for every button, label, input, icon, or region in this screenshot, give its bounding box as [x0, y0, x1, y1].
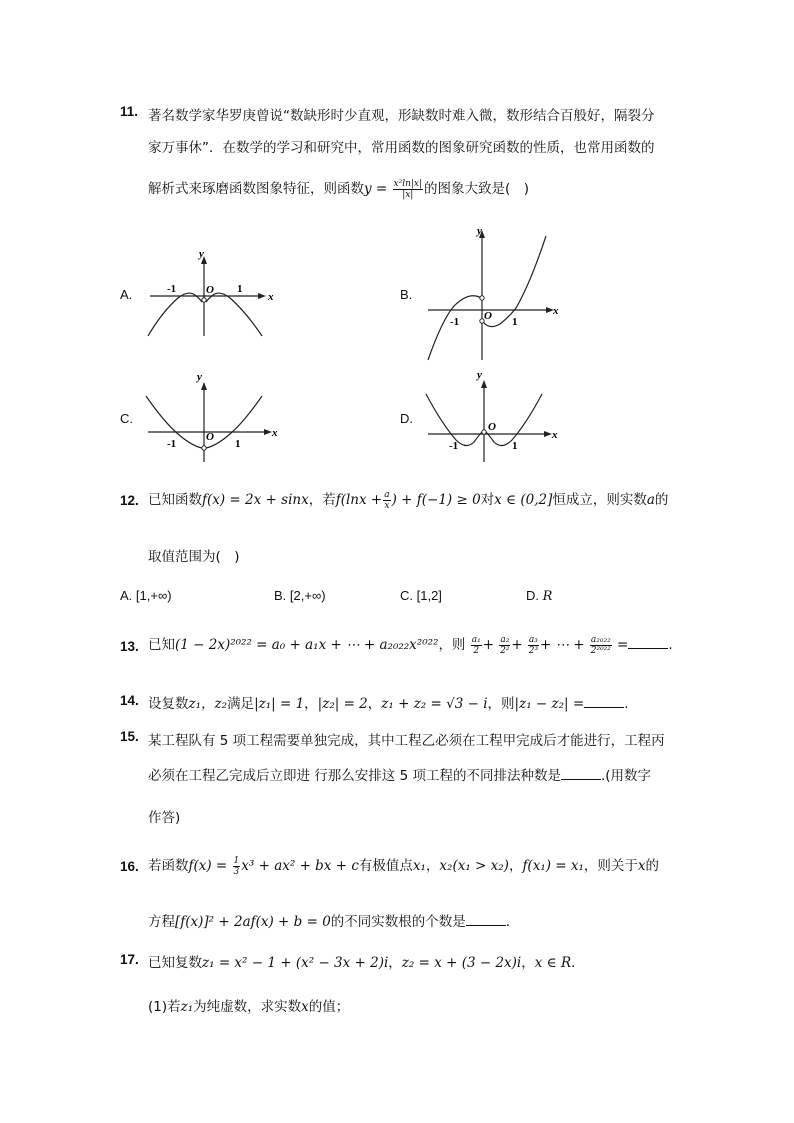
curve-right	[206, 396, 262, 448]
question-number: 15.	[120, 729, 139, 744]
y-label: y	[199, 248, 204, 260]
x-label: x	[552, 429, 558, 441]
open-point	[202, 446, 206, 450]
question-text: 家万事休”．在数学的学习和研究中，常用函数的图象研究函数的性质，也常用函数的	[148, 140, 655, 156]
graph-d	[420, 366, 570, 466]
question-text: 已知复数z₁ = x² − 1 + (x² − 3x + 2)i，z₂ = x + (3 − 2x)i，x ∈ R.	[148, 955, 576, 971]
open-point	[482, 430, 486, 434]
fraction: $\frac{\text{x²ln|x|}}{|x|}$	[393, 178, 423, 200]
graph-b	[420, 222, 570, 364]
graph-a	[140, 240, 280, 340]
origin-label: O	[484, 310, 492, 322]
tick-label: -1	[167, 438, 177, 450]
question-number: 17.	[120, 952, 139, 967]
y-axis-arrow	[481, 380, 487, 388]
answer-blank[interactable]	[466, 913, 506, 926]
answer-blank[interactable]	[561, 767, 601, 780]
tick-label: -1	[449, 440, 459, 452]
question-number: 13.	[120, 639, 139, 654]
option-d-label: D.	[400, 411, 413, 426]
fraction: $\frac{a}{x}$	[384, 489, 390, 511]
fraction: $\frac{\text{a₂}}{\text{2²}}$	[500, 634, 510, 656]
graph-c	[140, 366, 290, 466]
question-text: 解析式来琢磨函数图象特征，则函数y = $\frac{\text{x²ln|x|}}{|x|}$ 的图象大致是( )	[148, 178, 530, 200]
curve-right	[486, 394, 542, 446]
curve-left	[426, 394, 482, 446]
question-number: 16.	[120, 859, 139, 874]
x-axis-arrow	[544, 431, 552, 437]
fraction: $\frac{\text{a₂₀₂₂}}{\text{2²⁰²²}}$	[590, 634, 611, 656]
answer-blank[interactable]	[584, 695, 624, 708]
answer-blank[interactable]	[628, 636, 668, 649]
curve-right	[483, 236, 546, 327]
question-text: 方程[f(x)]² + 2af(x) + b = 0的不同实数根的个数是 .	[148, 914, 511, 930]
x-label: x	[553, 305, 559, 317]
question-text: 已知函数f(x) = 2x + sinx，若f(lnx + $\frac{a}{x}$ ) + f(−1) ≥ 0对x ∈ (0,2]恒成立，则实数a的	[148, 489, 669, 511]
fraction: $\frac{1}{3}$	[233, 855, 240, 877]
fraction: $\frac{\text{a₁}}{2}$	[471, 634, 481, 656]
curve-left	[148, 293, 202, 336]
open-point	[202, 298, 206, 302]
curve-right	[206, 293, 262, 336]
y-axis-arrow	[201, 382, 207, 390]
option-b[interactable]: B. [2,+∞)	[274, 588, 326, 603]
question-text: 某工程队有 5 项工程需要单独完成，其中工程乙必须在工程甲完成后才能进行，工程丙	[148, 733, 665, 749]
tick-label: -1	[167, 283, 177, 295]
option-a-label: A.	[120, 287, 133, 302]
question-text: 作答)	[148, 810, 181, 826]
question-subpart: (1)若z₁为纯虚数，求实数x的值；	[148, 999, 350, 1015]
question-text: 取值范围为( )	[148, 549, 240, 565]
question-number: 11.	[120, 104, 139, 119]
question-number: 12.	[120, 493, 139, 508]
tick-label: 1	[235, 438, 241, 450]
option-c-label: C.	[120, 411, 133, 426]
tick-label: -1	[450, 316, 460, 328]
x-label: x	[268, 291, 274, 303]
question-text: 若函数f(x) = $\frac{1}{3}$ x³ + ax² + bx + c有极值点x₁，x₂(x₁ > x₂)，f(x₁) = x₁，则关于x的	[148, 855, 660, 877]
open-point	[480, 296, 484, 300]
fraction: $\frac{\text{a₃}}{\text{2³}}$	[528, 634, 539, 656]
option-d[interactable]: D. R	[526, 588, 553, 604]
y-label: y	[197, 371, 202, 383]
origin-label: O	[206, 431, 214, 443]
option-c[interactable]: C. [1,2]	[400, 588, 442, 603]
x-axis-arrow	[258, 293, 266, 299]
option-b-label: B.	[400, 287, 413, 302]
question-text: 著名数学家华罗庚曾说“数缺形时少直观，形缺数时难入微，数形结合百般好，隔裂分	[148, 108, 655, 124]
x-label: x	[272, 427, 278, 439]
tick-label: 1	[512, 440, 518, 452]
question-text: 设复数z₁，z₂满足|z₁| = 1，|z₂| = 2，z₁ + z₂ = √3 − i，则|z₁ − z₂| = .	[148, 696, 629, 712]
tick-label: 1	[237, 283, 243, 295]
y-label: y	[477, 225, 482, 237]
origin-label: O	[206, 284, 214, 296]
question-number: 14.	[120, 693, 139, 708]
question-text: 已知(1 − 2x)²⁰²² = a₀ + a₁x + ⋯ + a₂₀₂₂x²⁰²²，则 $\frac{\text{a₁}}{2}$ + $\frac{\text{a₂}}{\text{2²}}$ + $\frac{\text{a₃}}{\text{2³}}$ + ⋯ + $\frac{\text{a₂₀₂₂}}{\text{2²⁰²²}}$ = .	[148, 634, 673, 656]
y-label: y	[477, 369, 482, 381]
x-axis-arrow	[264, 429, 272, 435]
option-a[interactable]: A. [1,+∞)	[120, 588, 172, 603]
question-text: 必须在工程乙完成后立即进 行那么安排这 5 项工程的不同排法种数是 .(用数字	[148, 768, 652, 784]
origin-label: O	[488, 421, 496, 433]
tick-label: 1	[512, 316, 518, 328]
